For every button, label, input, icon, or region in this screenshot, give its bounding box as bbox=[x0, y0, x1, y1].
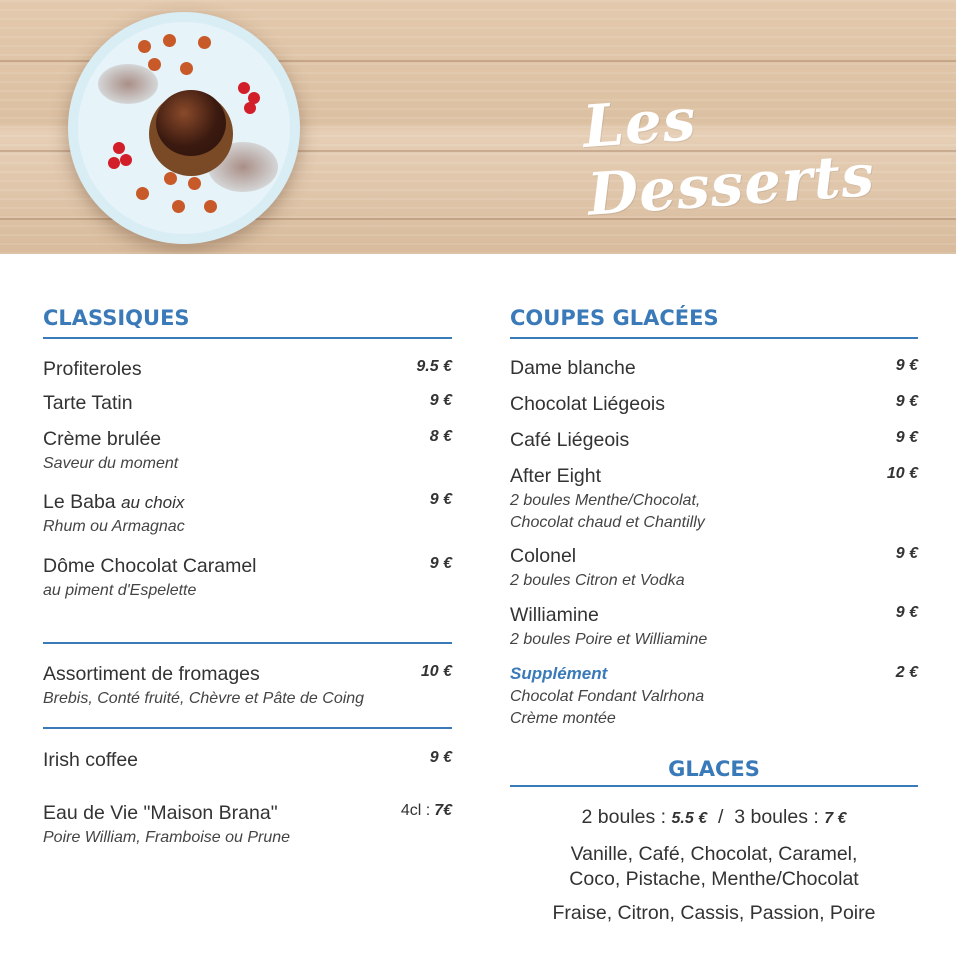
menu-item bbox=[43, 802, 452, 849]
item-description: Poire William, Framboise ou Prune bbox=[43, 829, 291, 846]
coupes-column bbox=[510, 306, 918, 924]
item-name: Tarte Tatin bbox=[43, 392, 133, 414]
menu-item bbox=[43, 491, 452, 538]
item-description: au piment d'Espelette bbox=[43, 582, 197, 599]
item-description: Saveur du moment bbox=[43, 455, 179, 472]
item-description: Crème montée bbox=[510, 710, 616, 727]
item-price: 9 € bbox=[895, 429, 918, 446]
item-price: 9 € bbox=[429, 392, 452, 409]
caramel-dot bbox=[164, 172, 177, 185]
red-currant bbox=[120, 154, 132, 166]
item-name: Le Baba bbox=[43, 491, 116, 513]
menu-item bbox=[43, 555, 452, 602]
supplement-item bbox=[510, 664, 918, 730]
item-name: After Eight bbox=[510, 465, 602, 487]
menu-item bbox=[43, 749, 452, 772]
flavors-line: Fraise, Citron, Cassis, Passion, Poire bbox=[552, 902, 876, 924]
caramel-dot bbox=[138, 40, 151, 53]
menu-item bbox=[510, 357, 918, 380]
caramel-dot bbox=[172, 200, 185, 213]
item-name: Assortiment de fromages bbox=[43, 663, 260, 685]
item-name: Dôme Chocolat Caramel bbox=[43, 555, 257, 577]
caramel-dot bbox=[180, 62, 193, 75]
caramel-dot bbox=[136, 187, 149, 200]
red-currant bbox=[113, 142, 125, 154]
item-name: Williamine bbox=[510, 604, 599, 626]
section-divider bbox=[43, 727, 452, 729]
glaces-prices bbox=[510, 805, 918, 831]
caramel-dot bbox=[148, 58, 161, 71]
dessert-plate-image bbox=[68, 12, 300, 244]
menu-item bbox=[510, 604, 918, 651]
glaces-heading: GLACES bbox=[668, 757, 760, 781]
three-scoops-price: 7 € bbox=[824, 810, 847, 827]
red-currant bbox=[238, 82, 250, 94]
classiques-heading: CLASSIQUES bbox=[43, 306, 452, 339]
item-name: Irish coffee bbox=[43, 749, 139, 771]
page-title: Les Desserts bbox=[580, 85, 877, 229]
item-name: Café Liégeois bbox=[510, 429, 630, 451]
glaces-divider bbox=[510, 785, 918, 787]
item-name-row bbox=[43, 491, 452, 514]
item-price: 10 € bbox=[886, 465, 918, 482]
two-scoops-price: 5.5 € bbox=[671, 810, 708, 827]
item-description: 2 boules Citron et Vodka bbox=[510, 572, 685, 589]
item-price: 2 € bbox=[895, 664, 918, 681]
supplement-label: Supplément bbox=[510, 664, 608, 683]
price-separator: / bbox=[717, 806, 724, 828]
classiques-column bbox=[43, 306, 452, 846]
item-price: 9 € bbox=[895, 604, 918, 621]
item-price: 9 € bbox=[895, 393, 918, 410]
menu-item bbox=[43, 392, 452, 415]
caramel-dot bbox=[163, 34, 176, 47]
item-price: 9 € bbox=[429, 749, 452, 766]
caramel-dot bbox=[188, 177, 201, 190]
item-price: 9 € bbox=[429, 555, 452, 572]
chocolate-dome bbox=[156, 90, 226, 156]
item-name: Profiteroles bbox=[43, 358, 142, 380]
item-description: 2 boules Menthe/Chocolat, bbox=[510, 492, 701, 509]
item-description: Brebis, Conté fruité, Chèvre et Pâte de Coing bbox=[43, 690, 365, 707]
menu-item bbox=[510, 393, 918, 416]
item-price: 8 € bbox=[429, 428, 452, 445]
item-unit: 4cl : bbox=[400, 802, 431, 819]
three-scoops-label: 3 boules : bbox=[734, 806, 819, 828]
item-description: Chocolat Fondant Valrhona bbox=[510, 688, 705, 705]
red-currant bbox=[244, 102, 256, 114]
item-price: 9 € bbox=[895, 357, 918, 374]
item-price: 9.5 € bbox=[416, 358, 452, 375]
item-price-row bbox=[401, 802, 452, 820]
menu-item bbox=[43, 358, 452, 381]
item-name: Dame blanche bbox=[510, 357, 636, 379]
menu-item bbox=[43, 428, 452, 475]
flavors-line: Vanille, Café, Chocolat, Caramel, bbox=[570, 843, 858, 865]
caramel-dot bbox=[204, 200, 217, 213]
item-price: 9 € bbox=[429, 491, 452, 508]
item-price: 9 € bbox=[895, 545, 918, 562]
item-price: 10 € bbox=[420, 663, 452, 680]
item-name: Crème brulée bbox=[43, 428, 162, 450]
hero-banner bbox=[0, 0, 956, 254]
flavors-line: Coco, Pistache, Menthe/Chocolat bbox=[569, 868, 859, 890]
cocoa-dust bbox=[98, 64, 158, 104]
item-name: Chocolat Liégeois bbox=[510, 393, 666, 415]
caramel-dot bbox=[198, 36, 211, 49]
coupes-heading: COUPES GLACÉES bbox=[510, 306, 918, 339]
item-name-suffix: au choix bbox=[121, 493, 185, 512]
item-description: Rhum ou Armagnac bbox=[43, 518, 185, 535]
two-scoops-label: 2 boules : bbox=[581, 806, 667, 828]
menu-item bbox=[43, 663, 452, 710]
item-price: 7€ bbox=[434, 802, 452, 819]
menu-item bbox=[510, 429, 918, 452]
item-name: Eau de Vie "Maison Brana" bbox=[43, 802, 278, 824]
item-name: Colonel bbox=[510, 545, 577, 567]
item-description: 2 boules Poire et Williamine bbox=[510, 631, 708, 648]
item-description: Chocolat chaud et Chantilly bbox=[510, 514, 705, 531]
red-currant bbox=[108, 157, 120, 169]
section-divider bbox=[43, 642, 452, 644]
menu-item bbox=[510, 545, 918, 592]
menu-item bbox=[510, 465, 918, 534]
